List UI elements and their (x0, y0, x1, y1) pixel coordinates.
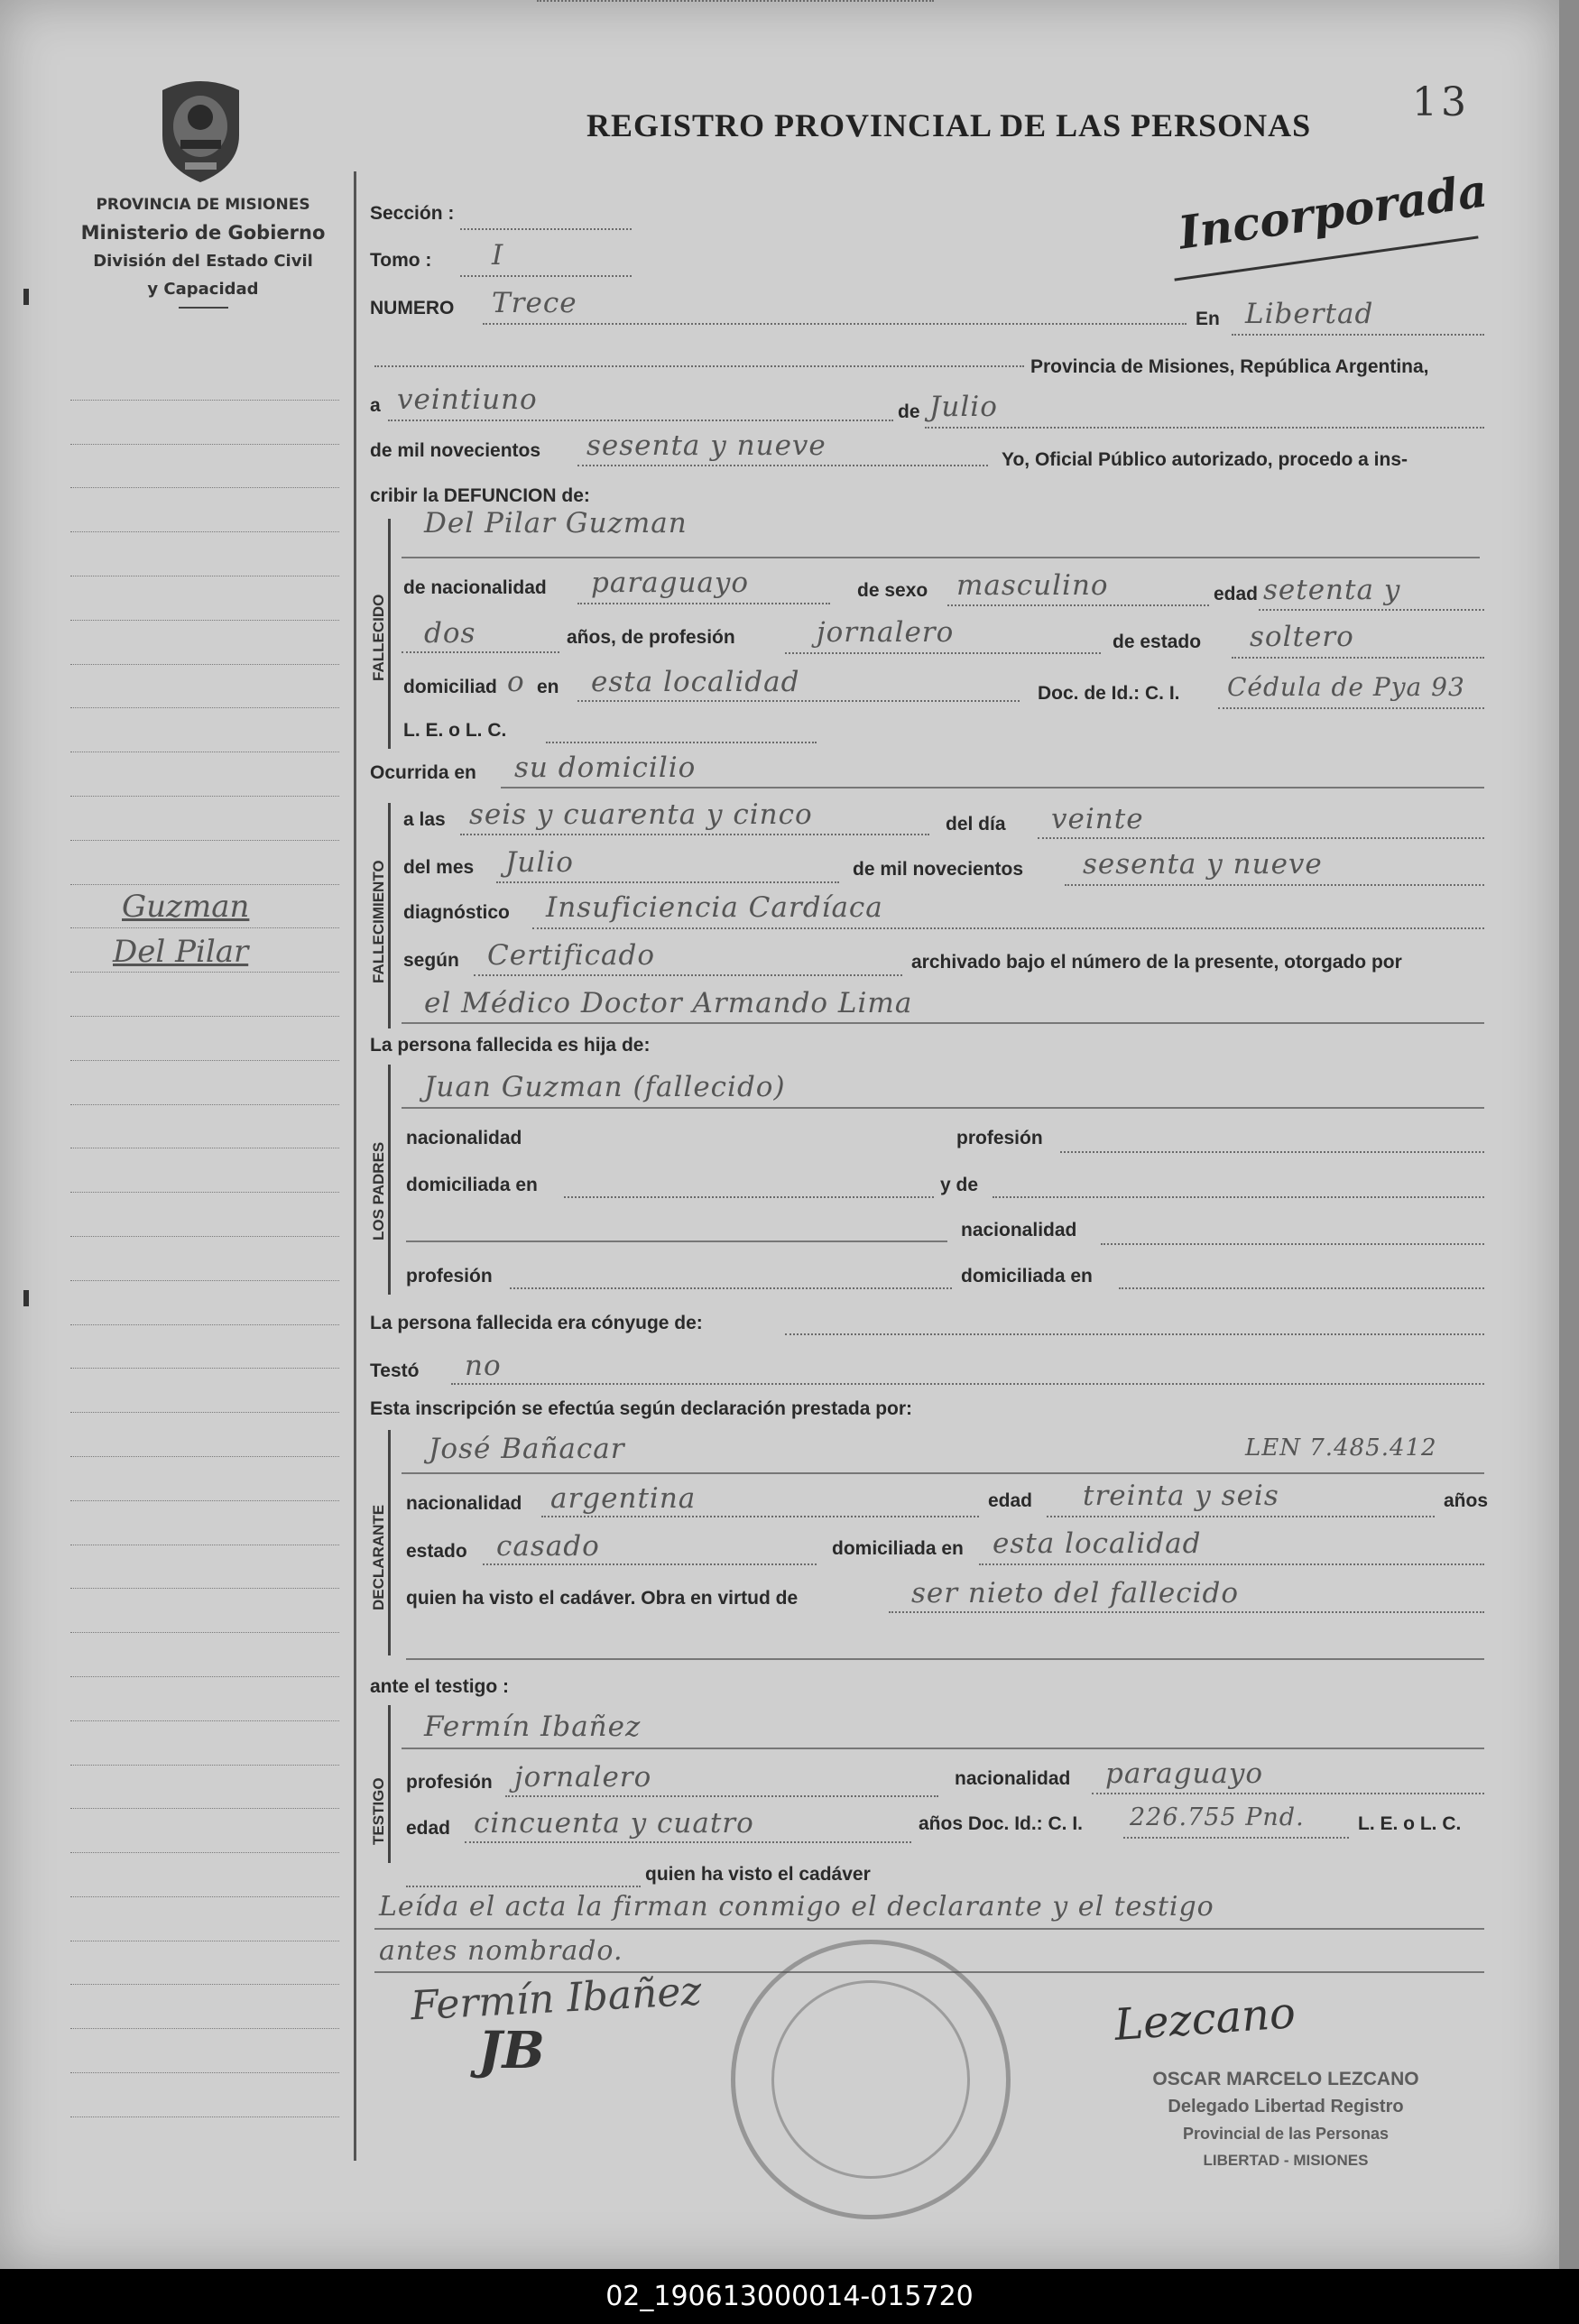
fallecimiento-mes: Julio (505, 846, 574, 879)
domicilio-en-label: en (537, 677, 559, 697)
declarante-domicilio: esta localidad (993, 1527, 1202, 1560)
a-label: a (370, 395, 381, 416)
padres-nacionalidad-line (537, 0, 934, 2)
declarante-visto-label: quien ha visto el cadáver. Obra en virtud de (406, 1588, 799, 1609)
margin-given-name: Del Pilar (113, 934, 249, 970)
closing-line-2: antes nombrado. (379, 1935, 623, 1967)
padres-nacionalidad2-line (1101, 1243, 1484, 1245)
fallecimiento-hora: seis y cuarenta y cinco (469, 798, 813, 831)
dia-label: del día (946, 814, 1006, 835)
footer-id: 02_190613000014-015720 (0, 2269, 1579, 2324)
dia-registro-line (388, 420, 893, 421)
conyuge-line (785, 1333, 1484, 1335)
ministry-name: Ministerio de Gobierno (80, 222, 326, 244)
testigo-edad-line (465, 1841, 911, 1843)
estado-label: de estado (1113, 632, 1202, 652)
declarante-nombre-line (402, 1472, 1484, 1474)
padres-profesion2-line (510, 1287, 952, 1289)
fallecido-sexo: masculino (956, 569, 1109, 602)
declarante-estado-label: estado (406, 1541, 467, 1562)
stamp-title: Delegado Libertad Registro (1168, 2097, 1404, 2116)
padre-nombre: Juan Guzman (fallecido) (424, 1071, 786, 1103)
declarante-domicilio-line (979, 1563, 1484, 1565)
fallecido-bracket (388, 519, 391, 749)
domicilio-label (403, 677, 497, 698)
margin-surname: Guzman (122, 889, 250, 925)
testigo-section-label: TESTIGO (370, 1777, 387, 1845)
padres-section-label: LOS PADRES (370, 1141, 387, 1240)
hora-label: a las (403, 809, 446, 830)
padres-domiciliada-line (564, 1196, 934, 1198)
mes-label: del mes (403, 857, 475, 878)
le-line (546, 742, 817, 743)
testigo-intro: ante el testigo : (370, 1676, 510, 1697)
declarante-anos-label: años (1444, 1490, 1489, 1511)
testo-value: no (465, 1350, 502, 1382)
fallecimiento-medico: el Médico Doctor Armando Lima (424, 987, 913, 1019)
profesion-line (785, 652, 1101, 654)
page-title: REGISTRO PROVINCIAL DE LAS PERSONAS (586, 107, 1312, 143)
fallecido-domicilio: esta localidad (591, 666, 800, 698)
testigo-doc-line (1123, 1837, 1349, 1839)
anio-registro-value: sesenta y nueve (586, 429, 826, 462)
ocurrida-label: Ocurrida en (370, 762, 476, 783)
mes-line (496, 881, 839, 883)
edad2-line (402, 651, 559, 653)
testigo-nacionalidad: paraguayo (1105, 1757, 1264, 1790)
declarante-estado: casado (496, 1530, 600, 1563)
fallecido-edad-1: setenta y (1263, 574, 1401, 606)
fallecido-doc: Cédula de Pya 93 (1227, 672, 1465, 702)
provincia-line (374, 365, 1024, 367)
seccion-label: Sección : (370, 203, 455, 224)
declarante-nacionalidad: argentina (550, 1482, 697, 1515)
fallecido-nombre: Del Pilar Guzman (424, 507, 688, 540)
testigo-profesion: jornalero (514, 1761, 652, 1794)
domicilio-suffix: o (507, 666, 525, 698)
testigo-nombre-line (402, 1748, 1484, 1749)
madre-nombre-line (406, 1240, 947, 1242)
declarante-extra-line (406, 1658, 1484, 1660)
inscribir-text: cribir la DEFUNCION de: (370, 485, 590, 506)
declarante-nacionalidad-label: nacionalidad (406, 1493, 522, 1514)
testigo-le-label: L. E. o L. C. (1358, 1813, 1462, 1834)
book-edge (1559, 0, 1579, 2269)
testigo-doc: 226.755 Pnd. (1130, 1803, 1305, 1831)
fallecimiento-section-label: FALLECIMIENTO (370, 860, 387, 983)
binding-hole (23, 1290, 29, 1306)
declarante-edad: treinta y seis (1083, 1480, 1279, 1512)
edad-label: edad (1214, 584, 1259, 604)
official-signature: Lezcano (1113, 1987, 1297, 2051)
dia-registro-value: veintiuno (397, 383, 538, 416)
ministry-header (59, 191, 347, 309)
sexo-label: de sexo (857, 580, 928, 601)
domicilio-label-text: domiciliad (403, 677, 497, 697)
stamp-office: Provincial de las Personas (1182, 2125, 1390, 2143)
coat-of-arms-icon (153, 72, 248, 185)
anos-profesion-label: años, de profesión (567, 627, 735, 648)
en-line (1232, 334, 1484, 336)
padres-domiciliada-label: domiciliada en (406, 1175, 538, 1195)
testigo-visto-line (406, 1886, 641, 1887)
fallecimiento-bracket (388, 803, 391, 1028)
page-number: 13 (1412, 79, 1470, 125)
mes-registro-value: Julio (929, 391, 998, 423)
fallecido-nacionalidad: paraguayo (591, 567, 750, 599)
testigo-edad-label: edad (406, 1818, 451, 1839)
padre-line (402, 1107, 1484, 1109)
fallecido-edad-2: dos (424, 617, 476, 650)
nacionalidad-line (577, 603, 830, 604)
official-seal (731, 1940, 1011, 2219)
fallecimiento-segun: Certificado (487, 939, 655, 972)
testigo-nacionalidad-line (1092, 1793, 1484, 1794)
edad-line (1259, 609, 1484, 611)
ministry-rule (179, 307, 228, 309)
hora-line (460, 834, 929, 835)
closing-line-1-rule (374, 1928, 1484, 1930)
declarante-section-label: DECLARANTE (370, 1504, 387, 1610)
declarante-domiciliada-label: domiciliada en (832, 1538, 964, 1559)
annotation-top: Incorporada (1175, 163, 1491, 260)
declarante-virtud-line (889, 1611, 1484, 1613)
seccion-line (460, 228, 632, 230)
anio-registro-line (577, 465, 988, 466)
testigo-edad: cincuenta y cuatro (474, 1807, 754, 1840)
witness-signature: Fermín Ibañez (409, 1968, 703, 2030)
sexo-line (947, 604, 1209, 606)
margin-lines (70, 356, 339, 2117)
diagnostico-label: diagnóstico (403, 902, 510, 923)
padres-nacionalidad-label: nacionalidad (406, 1128, 522, 1148)
fallecimiento-dia: veinte (1051, 803, 1144, 835)
tomo-line (460, 275, 632, 277)
en-label: En (1196, 309, 1220, 329)
segun-label: según (403, 950, 459, 971)
ocurrida-value: su domicilio (514, 752, 697, 784)
anio-fall-line (1065, 884, 1484, 886)
padres-profesion-line (1060, 1151, 1484, 1153)
fallecido-nombre-line (402, 557, 1480, 558)
domicilio-line (577, 700, 1020, 702)
padres-profesion2-label: profesión (406, 1266, 493, 1286)
padres-intro: La persona fallecida es hija de: (370, 1035, 651, 1056)
doc-label: Doc. de Id.: C. I. (1038, 683, 1180, 704)
archivado-text: archivado bajo el número de la presente, otorgado por (911, 952, 1402, 973)
de-label: de (898, 401, 920, 422)
padres-nacionalidad2-label: nacionalidad (961, 1220, 1077, 1240)
testigo-nombre: Fermín Ibañez (424, 1711, 642, 1743)
fallecimiento-diagnostico: Insuficiencia Cardíaca (546, 891, 883, 924)
declarante-virtud: ser nieto del fallecido (911, 1577, 1240, 1609)
fallecido-estado: soltero (1250, 621, 1354, 653)
stamp-place: LIBERTAD - MISIONES (1203, 2152, 1369, 2169)
testigo-nacionalidad-label: nacionalidad (955, 1768, 1071, 1789)
official-stamp (1078, 2066, 1493, 2174)
numero-line (483, 323, 1187, 325)
estado-line (1232, 657, 1484, 659)
closing-line-1: Leída el acta la firman conmigo el declarante y el testigo (379, 1891, 1214, 1923)
declarante-nacionalidad-line (541, 1516, 979, 1517)
doc-line (1218, 707, 1484, 709)
declarant-signature: JB (478, 2021, 545, 2080)
declarante-nombre: José Bañacar (429, 1433, 625, 1465)
testigo-doc-label: años Doc. Id.: C. I. (919, 1813, 1084, 1834)
padres-bracket (388, 1065, 391, 1295)
nacionalidad-label: de nacionalidad (403, 577, 547, 598)
stamp-name: OSCAR MARCELO LEZCANO (1152, 2069, 1419, 2089)
testo-label: Testó (370, 1360, 420, 1381)
testigo-profesion-line (505, 1795, 938, 1797)
margin-rule (354, 171, 356, 2161)
anio-label: de mil novecientos (370, 440, 541, 461)
oficial-text: Yo, Oficial Público autorizado, procedo a ins- (1002, 449, 1408, 470)
mes-registro-line (925, 427, 1484, 429)
tomo-label: Tomo : (370, 250, 432, 271)
segun-line (474, 974, 902, 976)
dia-line (1038, 837, 1484, 839)
anio-fall-label: de mil novecientos (853, 859, 1024, 880)
provincia-text: Provincia de Misiones, República Argentina, (1030, 356, 1429, 377)
declarante-documento: LEN 7.485.412 (1245, 1434, 1437, 1462)
ocurrida-line (501, 787, 1484, 788)
madre-line (993, 1196, 1484, 1198)
padres-domiciliada2-line (1119, 1287, 1484, 1289)
tomo-value: I (492, 239, 504, 272)
declarante-edad-line (1047, 1516, 1435, 1517)
padres-profesion-label: profesión (956, 1128, 1043, 1148)
fallecimiento-anio: sesenta y nueve (1083, 848, 1323, 881)
ministry-province: PROVINCIA DE MISIONES (96, 196, 310, 214)
ministry-division: División del Estado Civil (93, 252, 313, 271)
binding-hole (23, 289, 29, 305)
fallecido-section-label: FALLECIDO (370, 594, 387, 681)
testo-line (451, 1383, 1484, 1385)
declarante-bracket (388, 1430, 391, 1655)
en-value: Libertad (1245, 298, 1374, 330)
medico-line (402, 1022, 1484, 1024)
y-de-label: y de (940, 1175, 979, 1195)
le-label: L. E. o L. C. (403, 720, 507, 741)
numero-value: Trece (492, 287, 577, 319)
conyuge-label: La persona fallecida era cónyuge de: (370, 1313, 703, 1333)
ministry-capacity: y Capacidad (147, 280, 259, 299)
numero-label: NUMERO (370, 298, 455, 318)
testigo-profesion-label: profesión (406, 1772, 493, 1793)
testigo-visto-label: quien ha visto el cadáver (645, 1864, 871, 1885)
declaracion-label: Esta inscripción se efectúa según declaración prestada por: (370, 1398, 913, 1419)
declarante-estado-line (483, 1563, 817, 1565)
diagnostico-line (532, 927, 1484, 929)
declarante-edad-label: edad (988, 1490, 1033, 1511)
padres-domiciliada2-label: domiciliada en (961, 1266, 1093, 1286)
testigo-bracket (388, 1705, 391, 1863)
fallecido-profesion: jornalero (817, 616, 955, 649)
